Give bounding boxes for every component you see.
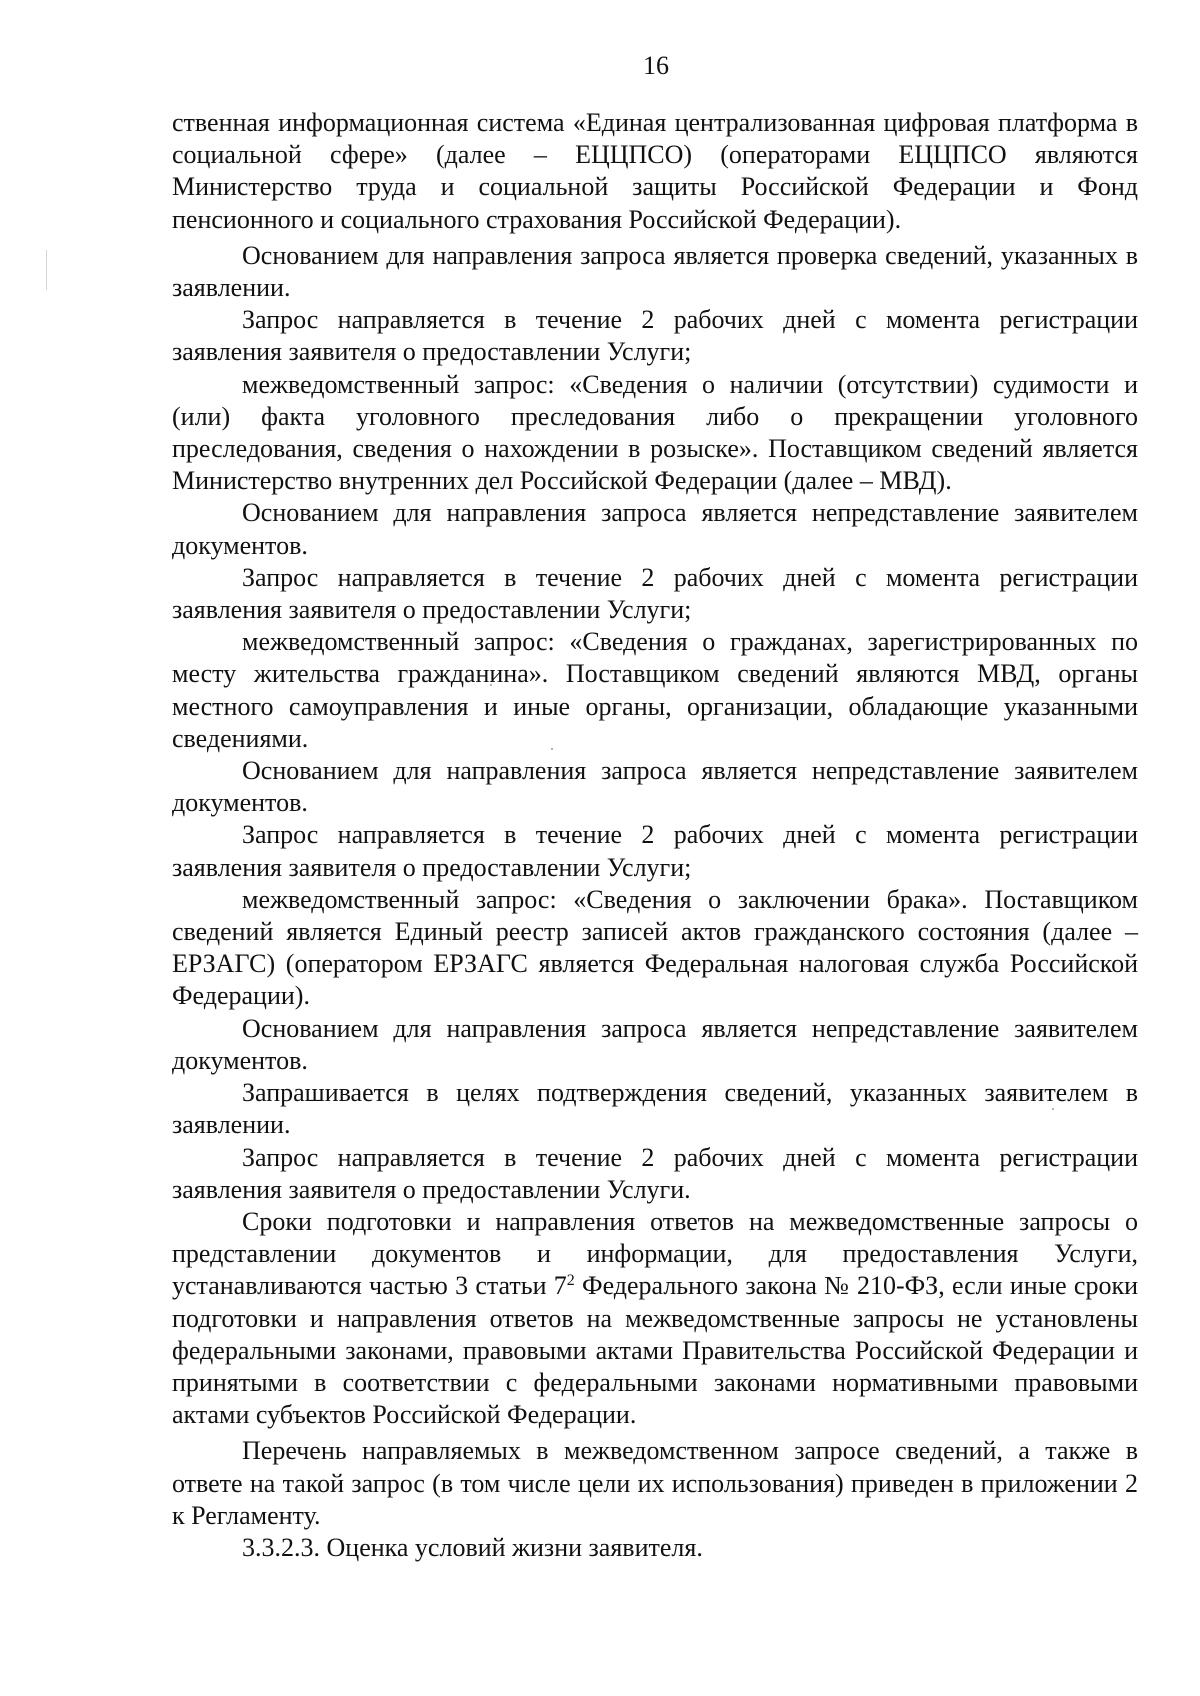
paragraph: Основанием для направления запроса является проверка сведений, указанных в заявлении. [172,240,1138,303]
scan-margin-mark [46,250,47,290]
page-number: 16 [643,51,669,80]
paragraph: межведомственный запрос: «Сведения о гражданах, зарегистрированных по месту жительства гражданина». Поставщиком сведений являются МВД, органы местного самоуправления и иные органы, организации, обладающие указанными сведениями. [172,627,1138,753]
superscript: 2 [566,1272,575,1290]
paragraph: межведомственный запрос: «Сведения о наличии (отсутствии) судимости и (или) факта уголовного преследования либо о прекращении уголовного преследования, сведения о нахождении в розыске». Поставщиком сведений является Министерство внутренних дел Российской Федерации (далее – МВД). [172,369,1138,496]
paragraph: Запрашивается в целях подтверждения сведений, указанных заявителем в заявлении. [172,1078,1138,1140]
paragraph: Перечень направляемых в межведомственном запросе сведений, а также в ответе на такой запрос (в том числе цели их использования) приведен в приложении 2 к Регламенту. [172,1436,1138,1530]
paragraph-with-superscript [172,1206,1138,1431]
paragraph: ственная информационная система «Единая централизованная цифровая платформа в социальной сфере» (далее – ЕЦЦПСО) (операторами ЕЦЦПСО являются Министерство труда и социальной защиты Российской Федерации и Фонд пенсионного и социального страхования Российской Федерации). [172,108,1138,234]
paragraph: Основанием для направления запроса является непредставление заявителем документов. [172,498,1138,560]
paragraph: Запрос направляется в течение 2 рабочих дней с момента регистрации заявления заявителя о предоставлении Услуги; [172,562,1138,625]
section-heading: 3.3.2.3. Оценка условий жизни заявителя. [242,1532,703,1562]
document-body [172,107,1138,1564]
paragraph: межведомственный запрос: «Сведения о заключении брака». Поставщиком сведений является Единый реестр записей актов гражданского состояния (далее – ЕРЗАГС) (оператором ЕРЗАГС является Федеральная налоговая служба Российской Федерации). [172,884,1138,1011]
paragraph: Основанием для направления запроса является непредставление заявителем документов. [172,756,1138,818]
paragraph-text-part: Сроки подготовки и направления ответов на межведомственные запросы о представлении документов и информации, для предоставления Услуги, устанавливаются частью 3 статьи 7 [172,1206,1138,1301]
paragraph: Запрос направляется в течение 2 рабочих дней с момента регистрации заявления заявителя о предоставлении Услуги; [172,820,1138,882]
paragraph: Запрос направляется в течение 2 рабочих дней с момента регистрации заявления заявителя о предоставлении Услуги. [172,1142,1138,1204]
paragraph: Запрос направляется в течение 2 рабочих дней с момента регистрации заявления заявителя о предоставлении Услуги; [172,305,1138,367]
paragraph-text-part: Федерального закона № 210-ФЗ, если иные сроки подготовки и направления ответов на межведомственные запросы не установлены федеральными законами, правовыми актами Правительства Российской Федерации и принятыми в соответствии с федеральными законами нормативными правовыми актами субъектов Российской Федерации. [172,1271,1138,1430]
paragraph: Основанием для направления запроса является непредставление заявителем документов. [172,1013,1138,1075]
